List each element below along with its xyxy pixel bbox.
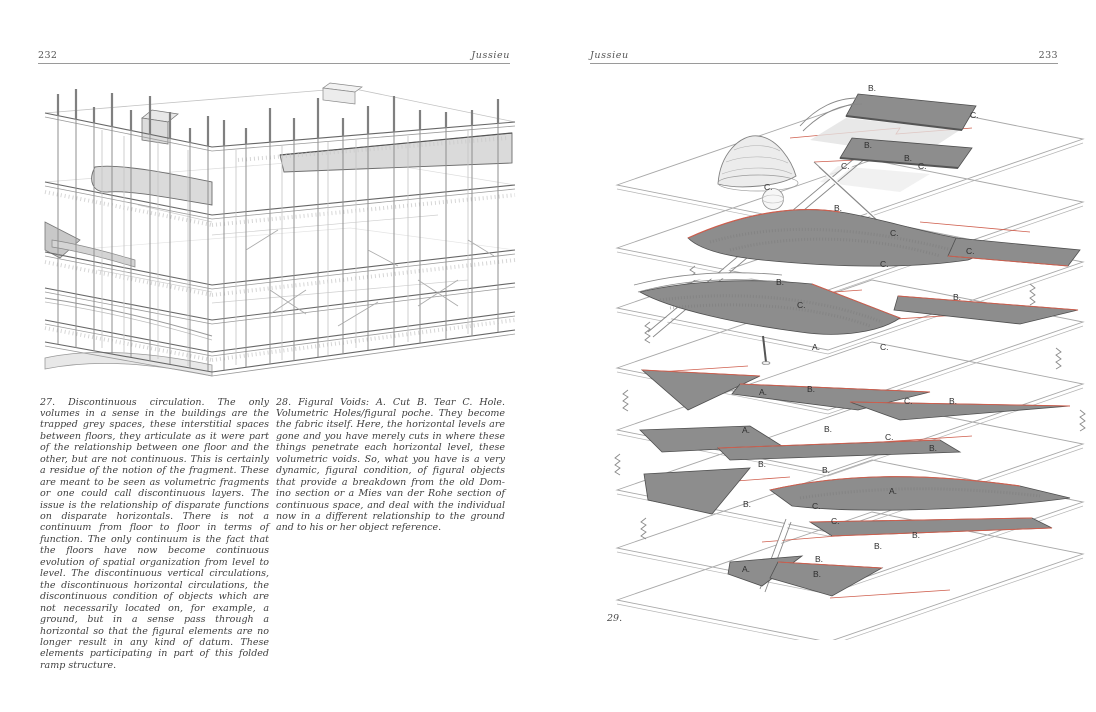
diagram-label: B. xyxy=(912,530,921,540)
diagram-label: B. xyxy=(868,83,877,93)
diagram-label: B. xyxy=(743,499,752,509)
diagram-label: C. xyxy=(831,516,840,526)
diagram-label: C. xyxy=(812,501,821,511)
diagram-label: C. xyxy=(764,182,773,192)
caption-27: 27. Discontinuous circulation. The only volumes in a sense in the buildings are the trapped grey spaces, these interstitial spaces between floors, they articulate as it were part of the relationship between one floor and the other, but are not continuous. This is certainly a residue of the notion of the fragment. These are meant to be seen as volumetric fragments or one could call discontinuous layers. The issue is the relationship of disparate functions on disparate horizontals. There is not a continuum from floor to floor in terms of function. The only continuum is the fact that the floors have now become continuous evolution of spatial organization from level to level. The discontinuous vertical circulations, the discontinuous horizontal circulations, the discontinuous condition of objects which are not necessarily located on, for example, a ground, but in a sense pass through a horizontal so that the figural elements are no longer result in any kind of datum. These elements participating in part of this folded ramp structure. xyxy=(40,396,269,671)
diagram-label: A. xyxy=(742,425,751,435)
diagram-label: B. xyxy=(953,292,962,302)
left-page-header xyxy=(38,45,510,64)
diagram-label: B. xyxy=(874,541,883,551)
diagram-label: A. xyxy=(759,387,768,397)
diagram-label: A. xyxy=(889,486,898,496)
diagram-label: B. xyxy=(824,424,833,434)
diagram-label: B. xyxy=(758,459,767,469)
diagram-label: B. xyxy=(834,203,843,213)
diagram-label: B. xyxy=(904,153,913,163)
left-running-head: Jussieu xyxy=(471,50,510,61)
diagram-label: B. xyxy=(864,140,873,150)
wireframe-axonometric-svg xyxy=(38,70,520,385)
diagram-label: A. xyxy=(742,564,751,574)
diagram-label: A. xyxy=(812,342,821,352)
right-page-header xyxy=(590,45,1058,64)
diagram-label: B. xyxy=(776,277,785,287)
figure-number: 29. xyxy=(607,613,623,624)
left-folio: 232 xyxy=(38,50,58,61)
exploded-axon-labels xyxy=(600,70,1096,640)
diagram-label: B. xyxy=(929,443,938,453)
diagram-label: C. xyxy=(904,396,913,406)
diagram-label: B. xyxy=(822,465,831,475)
diagram-label: B. xyxy=(807,384,816,394)
diagram-label: B. xyxy=(813,569,822,579)
wireframe-axonometric-figure xyxy=(38,70,520,385)
diagram-label: C. xyxy=(890,228,899,238)
caption-28: 28. Figural Voids: A. Cut B. Tear C. Hole. Volumetric Holes/figural poche. They become the fabric itself. Here, the horizontal levels are gone and you have merely cuts in where these things penetrate each horizontal level, these volumetric voids. So, what you have is a very dynamic, figural condition, of figural objects that provide a breakdown from the old Dom-ino section or a Mies van der Rohe section of continuous space, and deal with the individual now in a different relationship to the ground and to his or her object reference. xyxy=(276,396,505,534)
diagram-label: C. xyxy=(841,161,850,171)
diagram-label: C. xyxy=(885,432,894,442)
diagram-label: B. xyxy=(815,554,824,564)
diagram-label: B. xyxy=(949,396,958,406)
diagram-label: C. xyxy=(966,246,975,256)
exploded-axonometric-figure xyxy=(600,70,1096,640)
diagram-label: C. xyxy=(880,259,889,269)
right-running-head: Jussieu xyxy=(590,50,629,61)
right-folio: 233 xyxy=(1038,50,1058,61)
diagram-label: C. xyxy=(970,110,979,120)
diagram-label: C. xyxy=(918,161,927,171)
diagram-label: C. xyxy=(797,300,806,310)
diagram-label: C. xyxy=(880,342,889,352)
